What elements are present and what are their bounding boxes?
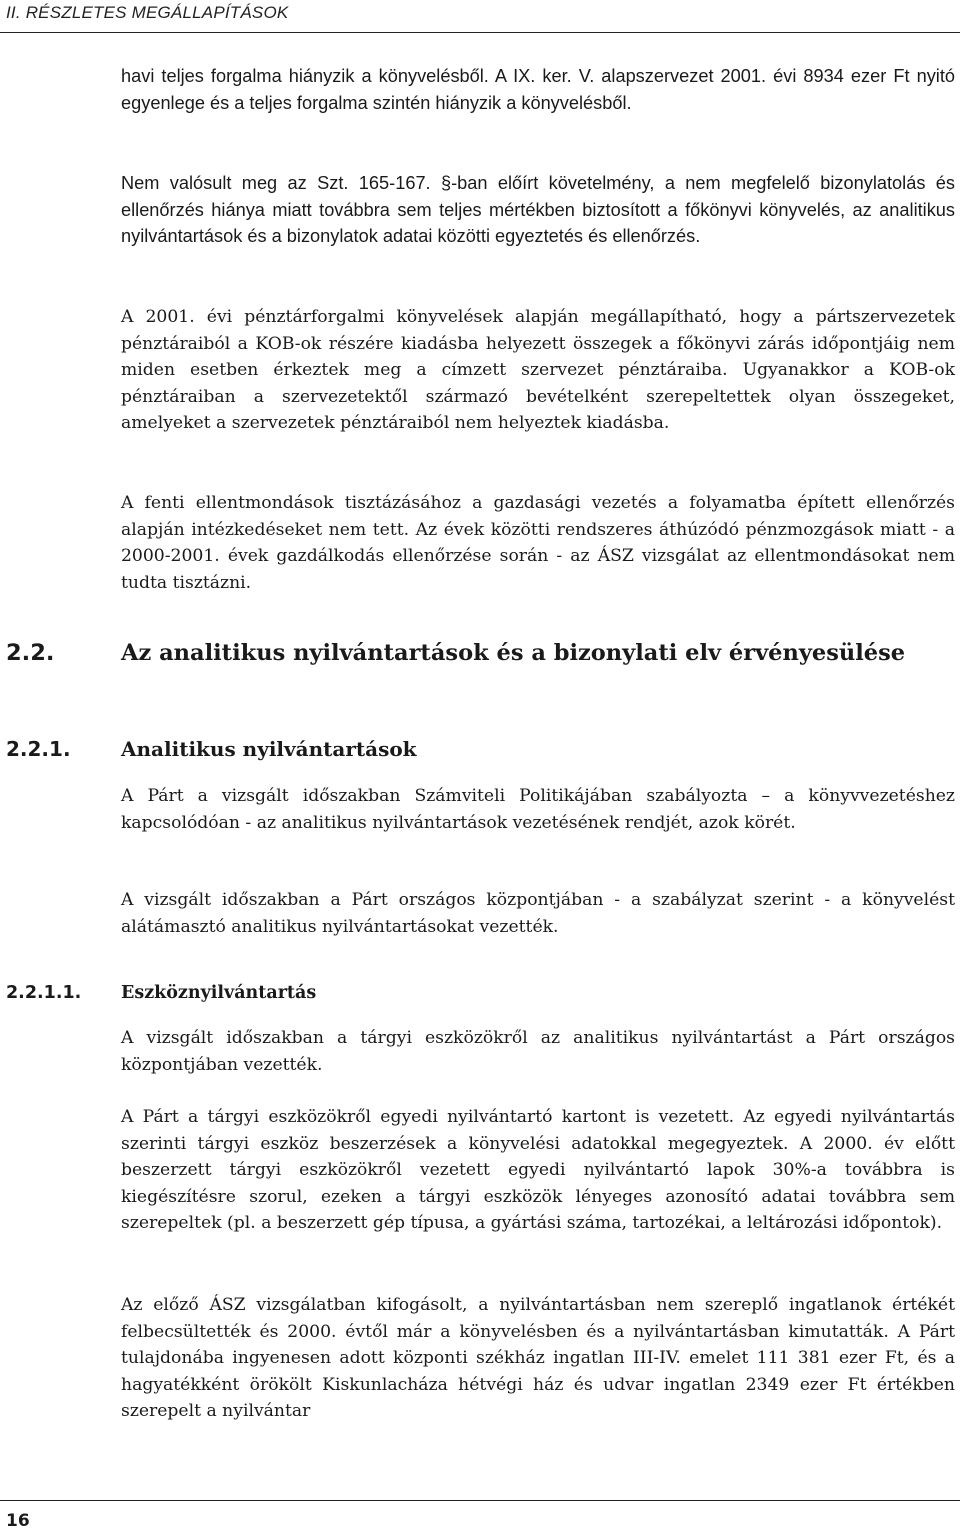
paragraph-7: A vizsgált időszakban a tárgyi eszközökről az analitikus nyilvántartást a Párt országos központjában vezették. [121,1028,955,1075]
paragraph-8: A Párt a tárgyi eszközökről egyedi nyilvántartó kartont is vezetett. Az egyedi nyilvántartás szerinti tárgyi eszköz beszerzések a könyvelési adatokkal megegyeztek. A 2000. év előtt beszerzett tárgyi eszközökről vezetett egyedi nyilvántartó lapok 30%-a továbbra is kiegészítésre szorul, ezeken a tárgyi eszközök lényeges azonosító adatai továbbra sem szerepeltek (pl. a beszerzett gép típusa, a gyártási száma, tartozékai, a leltározási időpontok). [121,1107,955,1233]
paragraph-9: Az előző ÁSZ vizsgálatban kifogásolt, a nyilvántartásban nem szereplő ingatlanok értékét felbecsültették és 2000. évtől már a könyvelésben és a nyilvántartásban kimutatták. A Párt tulajdonába ingyenesen adott központi székház ingatlan III-IV. emelet 111 381 ezer Ft, és a hagyatékként örökölt Kiskunlacháza hétvégi ház és udvar ingatlan 2349 ezer Ft értékben szerepelt a nyilvántar [121,1295,955,1421]
running-header: II. RÉSZLETES MEGÁLLAPÍTÁSOK [6,3,289,22]
subsection-title: Analitikus nyilvántartások [121,737,417,761]
subsubsection-number: 2.2.1.1. [6,983,82,1003]
page-number: 16 [6,1511,30,1531]
paragraph-4: A fenti ellentmondások tisztázásához a gazdasági vezetés a folyamatba épített ellenőrzés alapján intézkedéseket nem tett. Az évek közötti rendszeres áthúzódó pénzmozgások miatt - a 2000-2001. évek gazdálkodás ellenőrzése során - az ÁSZ vizsgálat az ellentmondásokat nem tudta tisztázni. [121,493,955,593]
paragraph-3: A 2001. évi pénztárforgalmi könyvelések alapján megállapítható, hogy a pártszervezetek pénztáraiból a KOB-ok részére kiadásba helyezett összegek a főkönyvi zárás időpontjáig nem miden esetben érkeztek meg a címzett szervezet pénztáraiba. Ugyanakkor a KOB-ok pénztáraiban a szervezetektől származó bevételként szerepeltettek olyan összegeket, amelyeket a szervezetek pénztáraiból nem helyeztek kiadásba. [121,307,955,433]
paragraph-5: A Párt a vizsgált időszakban Számviteli Politikájában szabályozta – a könyvvezetéshez kapcsolódóan - az analitikus nyilvántartások vezetésének rendjét, azok körét. [121,786,955,833]
paragraph-1: havi teljes forgalma hiányzik a könyvelésből. A IX. ker. V. alapszervezet 2001. évi 8934 ezer Ft nyitó egyenlege és a teljes forgalma szintén hiányzik a könyvelésből. [121,66,955,113]
footer-divider [0,1500,960,1501]
paragraph-2: Nem valósult meg az Szt. 165-167. §-ban előírt követelmény, a nem megfelelő bizonylatolás és ellenőrzés hiánya miatt továbbra sem teljes mértékben biztosított a főkönyvi könyvelés, az analitikus nyilvántartások és a bizonylatok adatai közötti egyeztetés és ellenőrzés. [121,173,955,246]
section-number: 2.2. [6,640,55,666]
section-title: Az analitikus nyilvántartások és a bizonylati elv érvényesülése [121,640,906,666]
subsection-number: 2.2.1. [6,737,71,761]
header-divider [0,32,960,33]
subsubsection-title: Eszköznyilvántartás [121,983,317,1003]
paragraph-6: A vizsgált időszakban a Párt országos központjában - a szabályzat szerint - a könyvelést alátámasztó analitikus nyilvántartásokat vezették. [121,890,955,937]
